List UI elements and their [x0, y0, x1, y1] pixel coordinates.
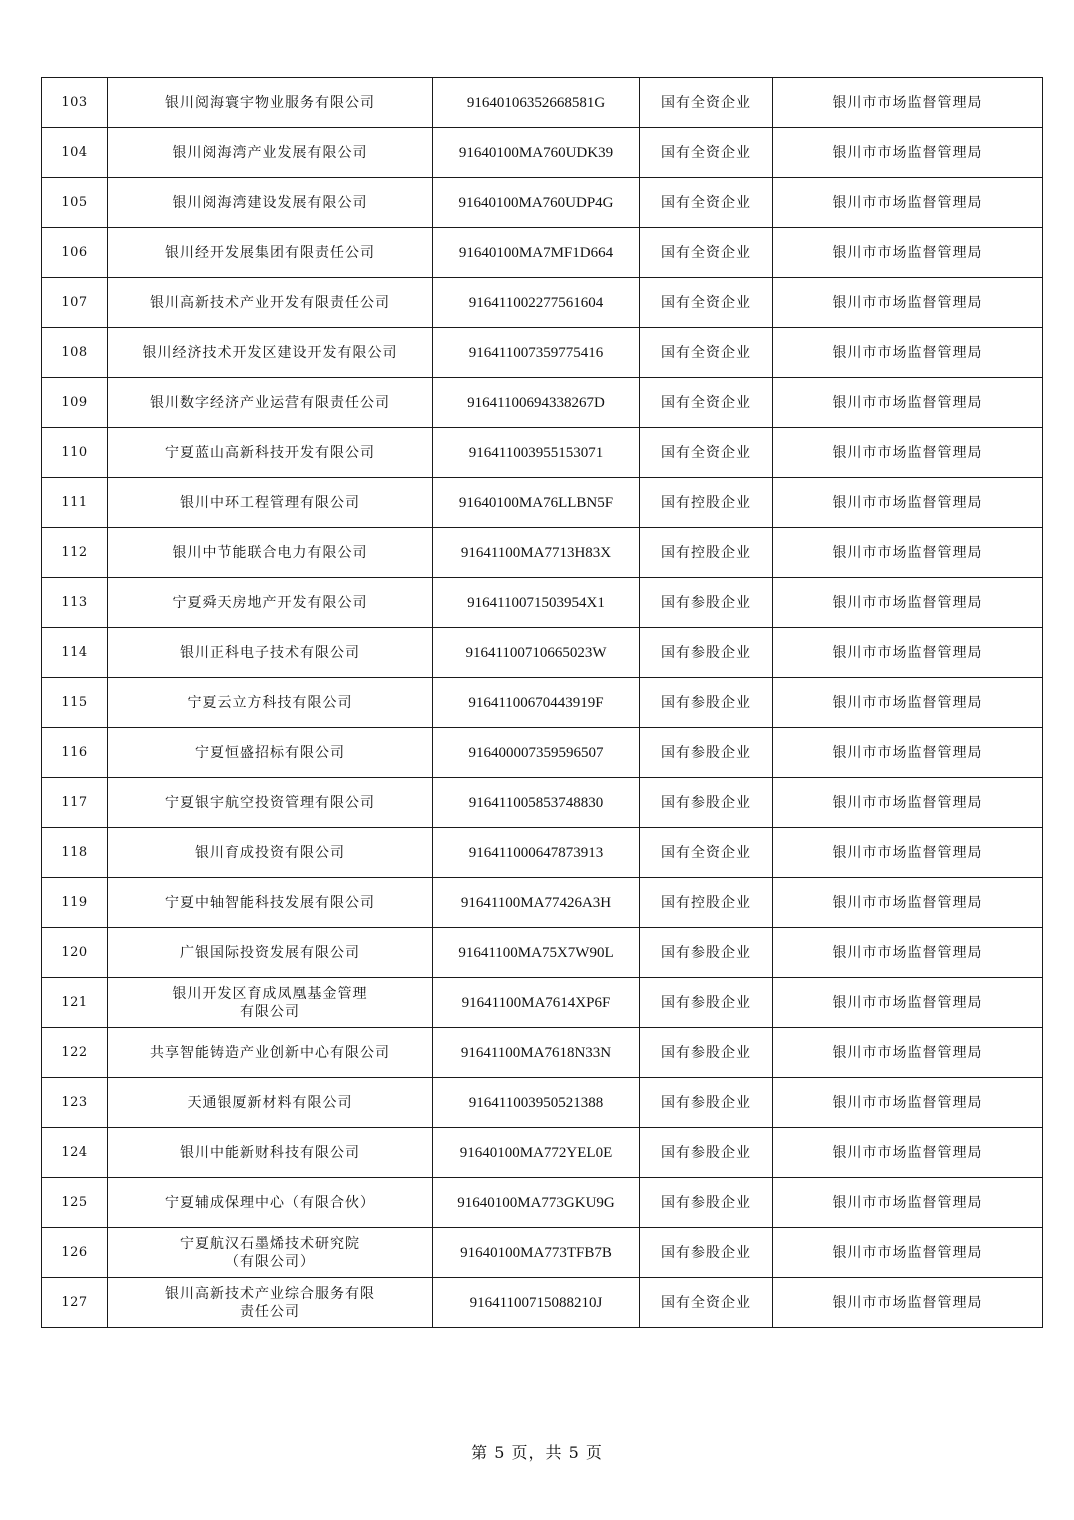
enterprise-type: 国有参股企业	[640, 628, 773, 678]
enterprise-name	[108, 828, 433, 878]
enterprise-type: 国有全资企业	[640, 1278, 773, 1328]
row-number: 124	[42, 1128, 108, 1178]
credit-code: 91641100715088210J	[433, 1278, 640, 1328]
enterprise-type: 国有参股企业	[640, 1078, 773, 1128]
credit-code: 916411003955153071	[433, 428, 640, 478]
credit-code: 916411000647873913	[433, 828, 640, 878]
enterprise-name-line1: 银川中能新财科技有限公司	[180, 1144, 360, 1161]
registration-authority: 银川市市场监督管理局	[773, 278, 1043, 328]
enterprise-name	[108, 228, 433, 278]
row-number: 121	[42, 978, 108, 1028]
enterprise-type: 国有参股企业	[640, 1228, 773, 1278]
table-row	[42, 1078, 1043, 1128]
enterprise-name-line1: 宁夏恒盛招标有限公司	[195, 744, 345, 761]
enterprise-type: 国有参股企业	[640, 1128, 773, 1178]
enterprise-type: 国有控股企业	[640, 478, 773, 528]
enterprise-name	[108, 78, 433, 128]
enterprise-name	[108, 428, 433, 478]
table-row	[42, 628, 1043, 678]
enterprise-name	[108, 1078, 433, 1128]
row-number: 110	[42, 428, 108, 478]
row-number: 116	[42, 728, 108, 778]
table-body	[42, 78, 1043, 1328]
row-number: 118	[42, 828, 108, 878]
registration-authority: 银川市市场监督管理局	[773, 728, 1043, 778]
row-number: 126	[42, 1228, 108, 1278]
enterprise-name	[108, 1278, 433, 1328]
enterprise-type: 国有参股企业	[640, 1178, 773, 1228]
enterprise-name-line1: 银川正科电子技术有限公司	[180, 644, 360, 661]
registration-authority: 银川市市场监督管理局	[773, 978, 1043, 1028]
registration-authority: 银川市市场监督管理局	[773, 778, 1043, 828]
row-number: 117	[42, 778, 108, 828]
enterprise-name-line1: 宁夏云立方科技有限公司	[187, 694, 353, 711]
enterprise-name-line1: 银川阅海湾建设发展有限公司	[172, 194, 368, 211]
credit-code: 91640100MA773GKU9G	[433, 1178, 640, 1228]
enterprise-name	[108, 1128, 433, 1178]
enterprise-name	[108, 778, 433, 828]
table-row	[42, 178, 1043, 228]
registration-authority: 银川市市场监督管理局	[773, 578, 1043, 628]
enterprise-type: 国有全资企业	[640, 78, 773, 128]
enterprise-table	[41, 77, 1043, 1328]
enterprise-type: 国有全资企业	[640, 428, 773, 478]
credit-code: 916411002277561604	[433, 278, 640, 328]
credit-code: 91640100MA76LLBN5F	[433, 478, 640, 528]
enterprise-name-line2: 责任公司	[240, 1303, 300, 1320]
credit-code: 91640100MA760UDP4G	[433, 178, 640, 228]
credit-code: 916411007359775416	[433, 328, 640, 378]
table-row	[42, 728, 1043, 778]
row-number: 111	[42, 478, 108, 528]
credit-code: 91640100MA772YEL0E	[433, 1128, 640, 1178]
credit-code: 91640106352668581G	[433, 78, 640, 128]
enterprise-name-line1: 天通银厦新材料有限公司	[187, 1094, 353, 1111]
enterprise-name	[108, 1028, 433, 1078]
table-row	[42, 278, 1043, 328]
table-row	[42, 428, 1043, 478]
table-row	[42, 978, 1043, 1028]
enterprise-name-line1: 银川阅海寰宇物业服务有限公司	[165, 94, 375, 111]
table-row	[42, 528, 1043, 578]
enterprise-name-line1: 宁夏舜天房地产开发有限公司	[172, 594, 368, 611]
credit-code: 91640100MA7MF1D664	[433, 228, 640, 278]
row-number: 113	[42, 578, 108, 628]
registration-authority: 银川市市场监督管理局	[773, 78, 1043, 128]
row-number: 115	[42, 678, 108, 728]
enterprise-type: 国有参股企业	[640, 778, 773, 828]
enterprise-name-line1: 广银国际投资发展有限公司	[180, 944, 360, 961]
row-number: 127	[42, 1278, 108, 1328]
row-number: 114	[42, 628, 108, 678]
table-row	[42, 928, 1043, 978]
enterprise-name	[108, 728, 433, 778]
registration-authority: 银川市市场监督管理局	[773, 328, 1043, 378]
registration-authority: 银川市市场监督管理局	[773, 478, 1043, 528]
registration-authority: 银川市市场监督管理局	[773, 828, 1043, 878]
registration-authority: 银川市市场监督管理局	[773, 678, 1043, 728]
enterprise-name-line1: 银川中节能联合电力有限公司	[172, 544, 368, 561]
credit-code: 916411003950521388	[433, 1078, 640, 1128]
credit-code: 91641100MA75X7W90L	[433, 928, 640, 978]
table-row	[42, 478, 1043, 528]
registration-authority: 银川市市场监督管理局	[773, 878, 1043, 928]
registration-authority: 银川市市场监督管理局	[773, 628, 1043, 678]
credit-code: 916400007359596507	[433, 728, 640, 778]
enterprise-type: 国有控股企业	[640, 528, 773, 578]
registration-authority: 银川市市场监督管理局	[773, 1278, 1043, 1328]
registration-authority: 银川市市场监督管理局	[773, 178, 1043, 228]
table-row	[42, 778, 1043, 828]
enterprise-type: 国有全资企业	[640, 328, 773, 378]
registration-authority: 银川市市场监督管理局	[773, 528, 1043, 578]
enterprise-name	[108, 978, 433, 1028]
enterprise-name-line1: 宁夏航汉石墨烯技术研究院	[180, 1235, 360, 1252]
table-row	[42, 78, 1043, 128]
enterprise-name	[108, 578, 433, 628]
table-row	[42, 378, 1043, 428]
enterprise-name-line1: 宁夏银宇航空投资管理有限公司	[165, 794, 375, 811]
row-number: 112	[42, 528, 108, 578]
credit-code: 91641100MA77426A3H	[433, 878, 640, 928]
row-number: 119	[42, 878, 108, 928]
enterprise-type: 国有全资企业	[640, 278, 773, 328]
enterprise-name-line1: 银川育成投资有限公司	[195, 844, 345, 861]
enterprise-name	[108, 328, 433, 378]
credit-code: 91641100710665023W	[433, 628, 640, 678]
enterprise-name-line1: 银川开发区育成凤凰基金管理	[172, 985, 368, 1002]
enterprise-name	[108, 628, 433, 678]
enterprise-name	[108, 278, 433, 328]
table-row	[42, 1178, 1043, 1228]
credit-code: 91640100MA773TFB7B	[433, 1228, 640, 1278]
row-number: 123	[42, 1078, 108, 1128]
enterprise-type: 国有参股企业	[640, 1028, 773, 1078]
page-number: 第 5 页，共 5 页	[471, 1443, 603, 1462]
table-row	[42, 828, 1043, 878]
enterprise-name-line1: 银川经济技术开发区建设开发有限公司	[142, 344, 398, 361]
registration-authority: 银川市市场监督管理局	[773, 1228, 1043, 1278]
registration-authority: 银川市市场监督管理局	[773, 1128, 1043, 1178]
table-row	[42, 128, 1043, 178]
table-row	[42, 878, 1043, 928]
enterprise-name	[108, 378, 433, 428]
row-number: 120	[42, 928, 108, 978]
row-number: 122	[42, 1028, 108, 1078]
enterprise-name-line1: 银川高新技术产业开发有限责任公司	[150, 294, 390, 311]
table-row	[42, 1028, 1043, 1078]
registration-authority: 银川市市场监督管理局	[773, 1028, 1043, 1078]
registration-authority: 银川市市场监督管理局	[773, 378, 1043, 428]
credit-code: 91641100694338267D	[433, 378, 640, 428]
enterprise-type: 国有参股企业	[640, 728, 773, 778]
credit-code: 91640100MA760UDK39	[433, 128, 640, 178]
enterprise-name	[108, 528, 433, 578]
registration-authority: 银川市市场监督管理局	[773, 428, 1043, 478]
enterprise-name	[108, 128, 433, 178]
registration-authority: 银川市市场监督管理局	[773, 228, 1043, 278]
enterprise-type: 国有全资企业	[640, 378, 773, 428]
enterprise-type: 国有控股企业	[640, 878, 773, 928]
registration-authority: 银川市市场监督管理局	[773, 128, 1043, 178]
enterprise-type: 国有参股企业	[640, 928, 773, 978]
row-number: 103	[42, 78, 108, 128]
enterprise-name-line1: 银川数字经济产业运营有限责任公司	[150, 394, 390, 411]
credit-code: 916411005853748830	[433, 778, 640, 828]
enterprise-type: 国有全资企业	[640, 128, 773, 178]
enterprise-name-line1: 银川中环工程管理有限公司	[180, 494, 360, 511]
credit-code: 91641100MA7713H83X	[433, 528, 640, 578]
enterprise-name	[108, 1228, 433, 1278]
table-row	[42, 328, 1043, 378]
enterprise-name	[108, 678, 433, 728]
enterprise-name-line1: 宁夏蓝山高新科技开发有限公司	[165, 444, 375, 461]
table-row	[42, 578, 1043, 628]
credit-code: 91641100MA7618N33N	[433, 1028, 640, 1078]
enterprise-name-line1: 银川经开发展集团有限责任公司	[165, 244, 375, 261]
credit-code: 91641100670443919F	[433, 678, 640, 728]
credit-code: 9164110071503954X1	[433, 578, 640, 628]
row-number: 104	[42, 128, 108, 178]
enterprise-name-line1: 银川高新技术产业综合服务有限	[165, 1285, 375, 1302]
enterprise-name	[108, 178, 433, 228]
enterprise-name	[108, 928, 433, 978]
enterprise-name-line2: 有限公司	[240, 1003, 300, 1020]
enterprise-name-line1: 银川阅海湾产业发展有限公司	[172, 144, 368, 161]
enterprise-type: 国有参股企业	[640, 678, 773, 728]
registration-authority: 银川市市场监督管理局	[773, 928, 1043, 978]
table-row	[42, 1128, 1043, 1178]
enterprise-type: 国有参股企业	[640, 978, 773, 1028]
enterprise-name	[108, 878, 433, 928]
enterprise-name-line1: 宁夏辅成保理中心（有限合伙）	[165, 1194, 375, 1211]
registration-authority: 银川市市场监督管理局	[773, 1178, 1043, 1228]
table-row	[42, 678, 1043, 728]
row-number: 108	[42, 328, 108, 378]
row-number: 106	[42, 228, 108, 278]
enterprise-type: 国有参股企业	[640, 578, 773, 628]
enterprise-type: 国有全资企业	[640, 178, 773, 228]
enterprise-name-line1: 宁夏中轴智能科技发展有限公司	[165, 894, 375, 911]
enterprise-name-line1: 共享智能铸造产业创新中心有限公司	[150, 1044, 390, 1061]
enterprise-name	[108, 1178, 433, 1228]
table-row	[42, 228, 1043, 278]
table-row	[42, 1228, 1043, 1278]
row-number: 105	[42, 178, 108, 228]
table-row	[42, 1278, 1043, 1328]
credit-code: 91641100MA7614XP6F	[433, 978, 640, 1028]
enterprise-type: 国有全资企业	[640, 828, 773, 878]
row-number: 107	[42, 278, 108, 328]
row-number: 125	[42, 1178, 108, 1228]
enterprise-name-line2: （有限公司）	[225, 1253, 315, 1270]
row-number: 109	[42, 378, 108, 428]
enterprise-name	[108, 478, 433, 528]
registration-authority: 银川市市场监督管理局	[773, 1078, 1043, 1128]
enterprise-type: 国有全资企业	[640, 228, 773, 278]
